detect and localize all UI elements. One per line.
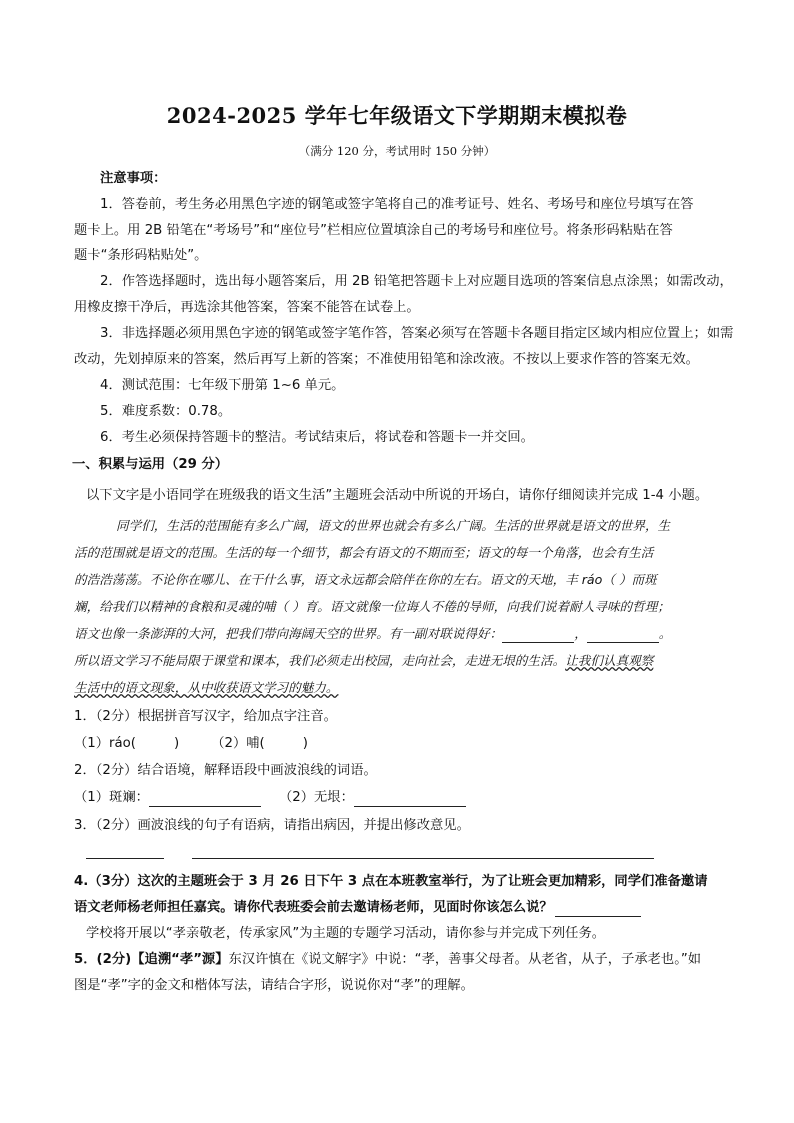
- notice-item-2-line-1: 2．作答选择题时，选出每小题答案后，用 2B 铅笔把答题卡上对应题目选项的答案信息点涂黑；如需改动，: [100, 274, 733, 289]
- notice-item-4: 4．测试范围：七年级下册第 1~6 单元。: [100, 378, 345, 393]
- notice-item-1-line-2: 题卡上。用 2B 铅笔在“考场号”和“座位号”栏相应位置填涂自己的考场号和座位号。将条形码粘贴在答: [74, 223, 673, 238]
- question-2-stem: 2．（2分）结合语境，解释语段中画波浪线的词语。: [74, 763, 377, 778]
- couplet-blank-1[interactable]: [502, 628, 574, 643]
- question-5-line-2: 图是“孝”字的金文和楷体写法，请结合字形，说说你对“孝”的理解。: [74, 978, 474, 993]
- exam-subtitle: （满分 120 分，考试用时 150 分钟）: [298, 144, 496, 158]
- question-1-answers: [74, 735, 724, 753]
- exam-title: 2024-2025 学年七年级语文下学期期末模拟卷: [166, 103, 628, 128]
- notice-item-2-line-2: 用橡皮擦干净后，再选涂其他答案，答案不能答在试卷上。: [74, 300, 420, 315]
- couplet-blank-2[interactable]: [587, 628, 659, 643]
- section-1-heading: 一、积累与运用（29 分）: [72, 457, 229, 472]
- passage-line-6-text: 所以语文学习不能局限于课堂和课本，我们必须走出校园，走向社会，走进无垠的生活。: [74, 653, 566, 668]
- q5-task-tag: 【追溯“孝”源】: [131, 952, 229, 967]
- passage-line-1: 同学们，生活的范围能有多么广阔，语文的世界也就会有多么广阔。生活的世界就是语文的世界，生: [116, 518, 671, 533]
- q2-answer-1-label: （1）斑斓：: [74, 790, 149, 805]
- notice-item-5: 5．难度系数：0.78。: [100, 404, 232, 419]
- q1-answer-1-label: （1）ráo(: [74, 736, 136, 751]
- question-4-line-2-text: 语文老师杨老师担任嘉宾。请你代表班委会前去邀请杨老师，见面时你该怎么说？: [74, 900, 553, 915]
- notice-item-3-line-1: 3．非选择题必须用黑色字迹的钢笔或签字笔作答，答案必须写在答题卡各题目指定区域内相应位置上；如需: [100, 326, 734, 341]
- passage-line-6: [74, 652, 724, 670]
- question-5-line-1: [74, 951, 724, 969]
- wavy-sentence-part-1: 让我们认真观察: [565, 653, 654, 668]
- q1-answer-1-close: ): [174, 736, 180, 751]
- couplet-end: 。: [658, 626, 672, 641]
- section-1-intro: 以下文字是小语同学在班级我的语文生活”主题班会活动中所说的开场白，请你仔细阅读并完成 1-4 小题。: [86, 488, 709, 503]
- q5-prefix: 5．(2分): [74, 952, 132, 967]
- q2-answer-2-label: （2）无垠：: [278, 790, 354, 805]
- passage-line-3: 的浩浩荡荡。不论你在哪儿、在干什么事，语文永远都会陪伴在你的左右。语文的天地，丰 ráo（ ）而斑: [74, 572, 657, 587]
- notice-heading: 注意事项：: [100, 171, 167, 186]
- question-2-answers: [74, 789, 724, 807]
- q4-answer-blank[interactable]: [555, 902, 641, 917]
- notice-item-1-line-3: 题卡“条形码粘贴处”。: [74, 248, 208, 263]
- question-3-stem: 3．（2分）画波浪线的句子有语病，请指出病因，并提出修改意见。: [74, 818, 470, 833]
- q3-answer-line-2[interactable]: [192, 858, 654, 859]
- notice-item-3-line-2: 改动，先划掉原来的答案，然后再写上新的答案；不准使用铅笔和涂改液。不按以上要求作答的答案无效。: [74, 352, 699, 367]
- q1-answer-2-label: （2）哺(: [211, 736, 265, 751]
- passage-line-2: 活的范围就是语文的范围。生活的每一个细节，都会有语文的不期而至；语文的每一个角落，也会有生活: [74, 545, 654, 560]
- q1-answer-2-close: ): [302, 736, 308, 751]
- q2-answer-2-blank[interactable]: [354, 792, 466, 807]
- question-4-line-2: [74, 899, 724, 917]
- q5-line-1-text: 东汉许慎在《说文解字》中说：“孝，善事父母者。从老省，从子，子承老也。”如: [228, 952, 702, 967]
- couplet-separator: ，: [574, 626, 587, 641]
- passage-line-7: [74, 679, 724, 697]
- wavy-sentence-part-2: 生活中的语文现象，从中收获语文学习的魅力。: [74, 680, 339, 695]
- question-1-stem: 1．（2分）根据拼音写汉字，给加点字注音。: [74, 709, 337, 724]
- notice-item-1-line-1: 1．答卷前，考生务必用黑色字迹的钢笔或签字笔将自己的准考证号、姓名、考场号和座位号填写在答: [100, 197, 694, 212]
- passage-line-5: [74, 625, 724, 643]
- q3-answer-line-1[interactable]: [86, 858, 164, 859]
- q2-answer-1-blank[interactable]: [149, 792, 261, 807]
- question-4-line-1: 4.（3分）这次的主题班会于 3 月 26 日下午 3 点在本班教室举行，为了让班会更加精彩，同学们准备邀请: [74, 874, 708, 889]
- passage-line-4: 斓，给我们以精神的食粮和灵魂的哺（ ）育。语文就像一位诲人不倦的导师，向我们说着耐人寻味的哲理；: [74, 599, 670, 614]
- activity-intro: 学校将开展以“孝亲敬老，传承家风”为主题的专题学习活动，请你参与并完成下列任务。: [86, 926, 606, 941]
- passage-line-5-text: 语文也像一条澎湃的大河，把我们带向海阔天空的世界。有一副对联说得好：: [74, 626, 503, 641]
- notice-item-6: 6．考生必须保持答题卡的整洁。考试结束后，将试卷和答题卡一并交回。: [100, 430, 534, 445]
